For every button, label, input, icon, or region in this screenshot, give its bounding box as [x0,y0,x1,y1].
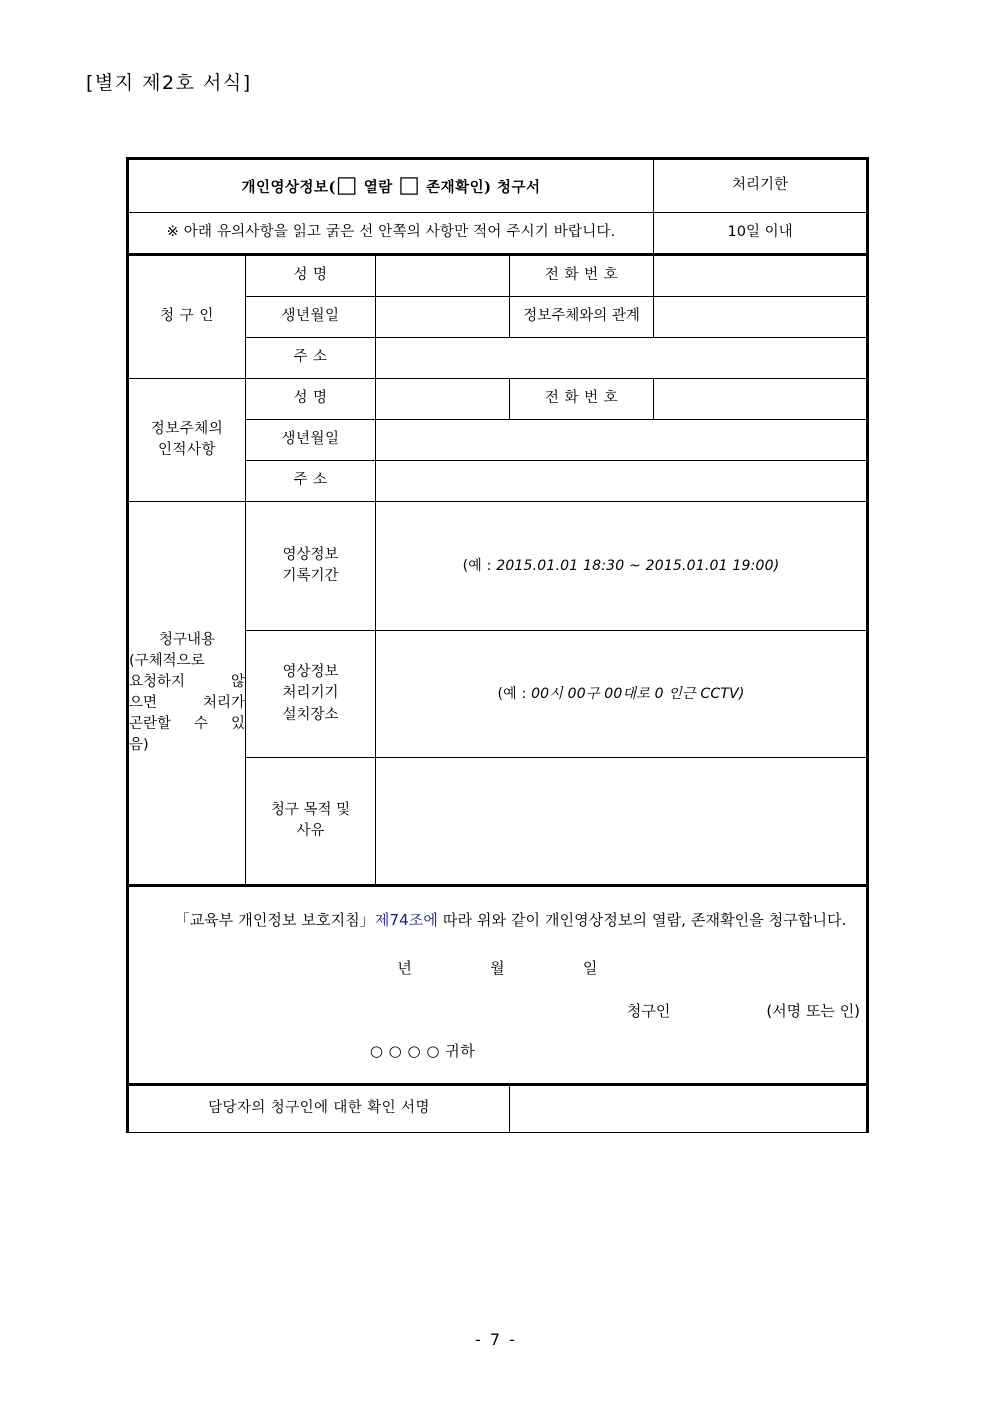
subject-address-label: 주 소 [246,461,376,502]
form-title-prefix: 개인영상정보( [241,179,336,197]
staff-confirm-field[interactable] [510,1085,868,1133]
claimant-phone-field[interactable] [654,255,868,297]
claim-label-line2: (구체적으로 [129,652,205,669]
recording-period-field[interactable] [376,502,868,631]
purpose-field[interactable] [376,758,868,886]
declaration-text-part1: 「교육부 개인정보 보호지침」 [174,911,375,930]
purpose-label-line1: 청구 목적 및 [270,801,351,818]
recording-period-example [376,556,866,576]
checkbox-existence-icon[interactable]: □ [398,172,421,199]
signature-line [129,1001,866,1023]
claimant-address-label: 주 소 [246,338,376,379]
signature-note: (서명 또는 인) [766,1002,861,1021]
claim-label-line6: 음) [129,737,149,754]
form-tag: [별지 제2호 서식] [86,72,252,94]
recording-period-label [246,502,376,631]
subject-name-field[interactable] [376,379,510,420]
claimant-name-label: 성 명 [246,255,376,297]
subject-name-label: 성 명 [246,379,376,420]
declaration-block [128,886,868,1085]
device-location-label-line3: 설치장소 [282,706,339,723]
declaration-paragraph [129,907,866,933]
claim-content-section-label [128,502,246,886]
device-location-example-value: 00시 00구 00대로 0 인근 CCTV) [531,685,745,702]
subject-address-field[interactable] [376,461,868,502]
date-line [129,958,866,980]
claim-label-line4: 으면 처리가 [129,695,245,711]
subject-phone-label: 전 화 번 호 [510,379,654,420]
subject-section-label-line1: 정보주체의 [150,420,224,437]
claimant-relation-field[interactable] [654,297,868,338]
notice-row [128,213,868,255]
subject-phone-field[interactable] [654,379,868,420]
recipient-line: ○ ○ ○ ○ 귀하 [369,1042,476,1060]
checkbox-view-icon[interactable]: □ [335,172,359,199]
title-row [128,159,868,213]
device-location-field[interactable] [376,631,868,758]
claimant-birth-field[interactable] [376,297,510,338]
purpose-label-line2: 사유 [296,823,325,839]
recording-period-label-line1: 영상정보 [282,546,339,563]
subject-birth-label: 생년월일 [246,420,376,461]
subject-name-row [128,379,868,420]
staff-confirm-row [128,1085,868,1133]
date-year-label: 년 [397,958,413,977]
claimant-birth-label: 생년월일 [246,297,376,338]
declaration-row [128,886,868,1085]
form-title-suffix: ) 청구서 [484,179,541,197]
date-month-label: 월 [490,958,505,977]
signer-label: 청구인 [626,1002,671,1021]
subject-section-label [128,379,246,502]
device-location-label-line2: 처리기기 [282,685,339,702]
declaration-text-part2: 따라 위와 같이 개인영상정보의 열람, 존재확인을 청구합니다. [437,911,847,930]
form-title [128,159,654,213]
device-location-example [376,684,866,704]
declaration-law-article: 제74조에 [374,911,438,930]
claimant-phone-label: 전 화 번 호 [510,255,654,297]
claim-label-line1: 청구내용 [158,631,216,648]
claimant-address-field[interactable] [376,338,868,379]
claim-label-line5: 곤란할 수 있 [129,716,245,733]
claim-period-row [128,502,868,631]
purpose-label [246,758,376,886]
subject-birth-field[interactable] [376,420,868,461]
option-existence-label: 존재확인 [426,179,485,197]
date-day-label: 일 [582,958,598,977]
device-location-label-line1: 영상정보 [282,664,339,681]
claimant-name-row [128,255,868,297]
claimant-name-field[interactable] [376,255,510,297]
device-location-example-lead: (예 : [497,685,532,702]
device-location-label [246,631,376,758]
staff-confirm-label: 담당자의 청구인에 대한 확인 서명 [128,1085,510,1133]
deadline-label: 처리기한 [654,159,868,213]
subject-section-label-line2: 인적사항 [157,442,217,458]
claimant-section-label: 청 구 인 [128,255,246,379]
deadline-value: 10일 이내 [654,213,868,255]
form-notice: ※ 아래 유의사항을 읽고 굵은 선 안쪽의 사항만 적어 주시기 바랍니다. [128,213,654,255]
option-view-label: 열람 [363,179,393,197]
claim-label-line3: 요청하지 않 [129,673,245,690]
page-number: - 7 - [475,1330,517,1349]
recording-period-example-value: 2015.01.01 18:30 ~ 2015.01.01 19:00) [496,557,780,574]
request-form-table [126,157,869,1133]
recording-period-example-lead: (예 : [462,557,497,574]
recording-period-label-line2: 기록기간 [282,568,339,584]
claimant-relation-label: 정보주체와의 관계 [510,297,654,338]
